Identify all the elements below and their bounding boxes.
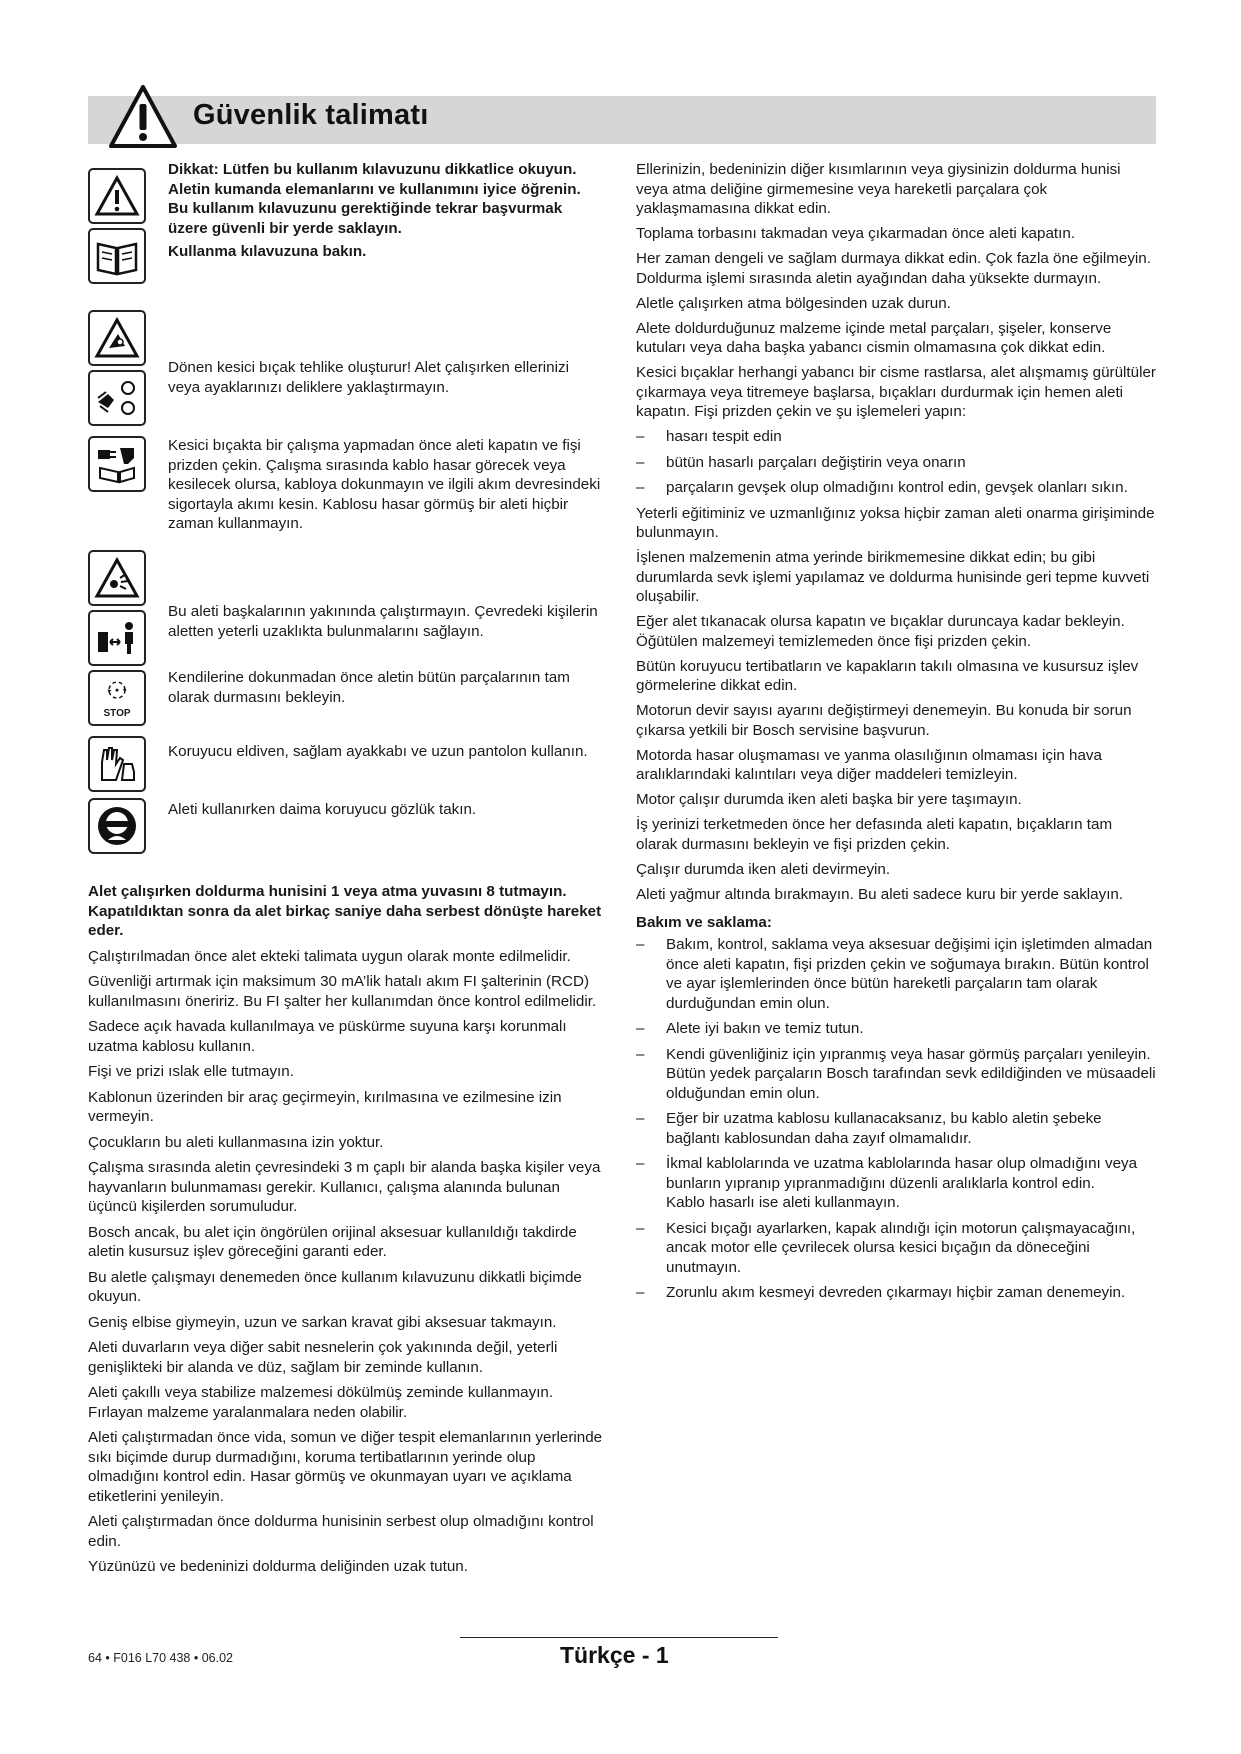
- right-paragraph: Çalışır durumda iken aleti devirmeyin.: [636, 860, 891, 878]
- right-paragraph: Aletle çalışırken atma bölgesinden uzak durun.: [636, 294, 951, 312]
- stop-rotation-icon: [88, 670, 146, 726]
- right-paragraph: Aleti yağmur altında bırakmayın. Bu aleti sadece kuru bir yerde saklayın.: [636, 885, 1124, 903]
- list-item: – Kesici bıçağı ayarlarken, kapak alındığı için motorun çalışmayacağını, ancak motor elle çevrilecek olursa kesici bıçağın da döneceğini unutmayın.: [636, 1219, 1136, 1276]
- intro-bold: Dikkat: Lütfen bu kullanım kılavuzunu dikkatlice okuyun. Aletin kumanda elemanlarını ve kullanımını iyice öğrenin. Bu kullanım kılavuzunu gerektiğinde tekrar başvurmak üzere güvenli bir yerde saklayın.: [168, 161, 581, 237]
- safety-goggles-icon: [88, 798, 146, 854]
- right-paragraph: Motor çalışır durumda iken aleti başka bir yere taşımayın.: [636, 791, 1022, 808]
- right-paragraph: Kesici bıçaklar herhangi yabancı bir cisme rastlarsa, alet alışmamış gürültüler çıkarmaya veya titremeye başlarsa, bıçakları durdurmak için hemen aleti kapatın. Fişi prizden çekin ve şu işlemeleri yapın:: [636, 364, 1156, 420]
- unplug-block: [88, 428, 603, 538]
- maintenance-heading: Bakım ve saklama:: [636, 914, 772, 931]
- left-bold-warning: Alet çalışırken doldurma hunisini 1 veya atma yuvasını 8 tutmayın. Kapatıldıktan sonra da alet birkaç saniye daha serbest dönüşte hareket eder.: [88, 883, 602, 939]
- gloves-boots-icon: [88, 736, 146, 792]
- damage-steps-list: [636, 427, 1156, 498]
- gloves-block: [88, 734, 603, 798]
- footer-page-label: Türkçe - 1: [560, 1642, 669, 1668]
- icon-text-blade: Dönen kesici bıçak tehlike oluşturur! Alet çalışırken ellerinizi veya ayaklarınızı deliklere yaklaştırmayın.: [168, 359, 569, 396]
- right-paragraph: Toplama torbasını takmadan veya çıkarmadan önce aleti kapatın.: [636, 225, 1075, 242]
- list-item: – parçaların gevşek olup olmadığını kontrol edin, gevşek olanları sıkın.: [636, 479, 1128, 496]
- right-paragraph: Alete doldurduğunuz malzeme içinde metal parçaları, şişeler, konserve kutuları veya daha başka yabancı cismin olmamasına çok dikkat edin.: [636, 319, 1112, 356]
- maintenance-list: [636, 935, 1156, 1303]
- right-paragraph: İş yerinizi terketmeden önce her defasında aleti kapatın, bıçakların tam olarak durmasını bekleyin ve fişi prizden çekin.: [636, 816, 1113, 853]
- right-paragraph: Ellerinizin, bedeninizin diğer kısımlarının veya giysinizin doldurma hunisi veya atma deliğine girmemesine veya hareketli parçalara çok yaklaşmamasına dikkat edin.: [636, 161, 1121, 217]
- caution-icon: [88, 168, 146, 224]
- stop-label: STOP: [103, 708, 131, 719]
- rotating-blade-warning-icon: [88, 310, 146, 366]
- icon-text-bystanders: Bu aleti başkalarının yakınında çalıştırmayın. Çevredeki kişilerin aletten yeterli uzaklıkta bulunmalarını sağlayın.: [168, 603, 598, 640]
- list-item: – bütün hasarlı parçaları değiştirin veya onarın: [636, 453, 966, 471]
- left-paragraph: Kablonun üzerinden bir araç geçirmeyin, kırılmasına ve ezilmesine izin vermeyin.: [88, 1088, 562, 1125]
- keep-distance-icon: [88, 610, 146, 666]
- left-paragraph: Aleti çakıllı veya stabilize malzemesi dökülmüş zeminde kullanmayın. Fırlayan malzeme yaralanmalara neden olabilir.: [88, 1384, 554, 1421]
- list-item-extra: Kablo hasarlı ise aleti kullanmayın.: [666, 1194, 900, 1211]
- icon-text-goggles: Aleti kullanırken daima koruyucu gözlük takın.: [168, 801, 477, 818]
- left-paragraph: Çalıştırılmadan önce alet ekteki talimata uygun olarak monte edilmelidir.: [88, 947, 571, 965]
- page-title: Güvenlik talimatı: [193, 99, 429, 131]
- right-paragraph: Bütün koruyucu tertibatların ve kapakların takılı olmasına ve kusursuz işlev görmelerine dikkat edin.: [636, 657, 1139, 694]
- footer-rule: [460, 1637, 778, 1638]
- list-item: – Alete iyi bakın ve temiz tutun.: [636, 1020, 864, 1037]
- right-paragraph: Yeterli eğitiminiz ve uzmanlığınız yoksa hiçbir zaman aleti onarma girişiminde bulunmayın.: [636, 504, 1155, 541]
- footer-doc-code: 64 • F016 L70 438 • 06.02: [88, 1651, 233, 1665]
- bystander-block: [88, 550, 603, 668]
- left-paragraph: Çocukların bu aleti kullanmasına izin yoktur.: [88, 1133, 384, 1151]
- intro-bold-2: Kullanma kılavuzuna bakın.: [168, 243, 367, 260]
- list-item: – Eğer bir uzatma kablosu kullanacaksanız, bu kablo aletin şebeke bağlantı kablosundan daha zayıf olmamalıdır.: [636, 1110, 1102, 1147]
- list-item: – Zorunlu akım kesmeyi devreden çıkarmayı hiçbir zaman denemeyin.: [636, 1284, 1126, 1301]
- unplug-cable-icon: [88, 436, 146, 492]
- right-paragraph: Motorda hasar oluşmaması ve yanma olasılığının olmaması için hava aralıklarındaki kalıntıları veya diğer maddeleri temizleyin.: [636, 746, 1102, 783]
- left-paragraph: Fişi ve prizi ıslak elle tutmayın.: [88, 1063, 294, 1080]
- right-paragraph: Motorun devir sayısı ayarını değiştirmeyi denemeyin. Bu konuda bir sorun çıkarsa yetkili bir Bosch servisine başvurun.: [636, 702, 1132, 739]
- right-paragraph: İşlenen malzemenin atma yerinde birikmemesine dikkat edin; bu gibi durumlarda sevk işlemi yapılamaz ve doldurma hunisinde geri tepme kuvveti oluşabilir.: [636, 549, 1150, 605]
- list-item: – Kendi güvenliğiniz için yıpranmış veya hasar görmüş parçaları yenileyin. Bütün yedek parçaların Bosch tarafından sevk edildiğinden ve müsaadeli olduğundan emin olun.: [636, 1045, 1156, 1102]
- right-paragraph: Her zaman dengeli ve sağlam durmaya dikkat edin. Çok fazla öne eğilmeyin. Doldurma işlemi sırasında aletin ayağından daha yüksekte durmayın.: [636, 250, 1151, 287]
- left-paragraph: Aleti çalıştırmadan önce vida, somun ve diğer tespit elemanlarının yerlerinde sıkı biçimde durup durmadığını, koruma tertibatlarının yerinde olup olmadığını kontrol edin. Hasar görmüş ve okunmayan uyarı ve açıklama etiketlerini yenileyin.: [88, 1429, 603, 1505]
- icon-text-stop: Kendilerine dokunmadan önce aletin bütün parçalarının tam olarak durmasını bekleyin.: [168, 669, 570, 706]
- right-paragraph: Eğer alet tıkanacak olursa kapatın ve bıçaklar duruncaya kadar bekleyin. Öğütülen malzemeyi temizlemeden önce fişi prizden çekin.: [636, 613, 1125, 650]
- thrown-objects-warning-icon: [88, 550, 146, 606]
- hand-near-blade-icon: [88, 370, 146, 426]
- intro-block: [88, 160, 603, 290]
- book-manual-icon: [88, 228, 146, 284]
- left-paragraph: Güvenliği artırmak için maksimum 30 mA’lik hatalı akım FI şalterinin (RCD) kullanılmasını öneririz. Bu FI şalter her kullanımdan önce kontrol edilmelidir.: [88, 973, 597, 1010]
- icon-text-gloves: Koruyucu eldiven, sağlam ayakkabı ve uzun pantolon kullanın.: [168, 743, 588, 760]
- icon-text-unplug: Kesici bıçakta bir çalışma yapmadan önce aleti kapatın ve fişi prizden çekin. Çalışma sırasında kablo hasar görecek veya kesilecek olursa, kabloya dokunmayın ve ilgili akım devresindeki sigortayla akımı kesin. Kablosu hasar görmüş bir aleti hiçbir zaman kullanmayın.: [168, 437, 601, 532]
- left-paragraph: Bosch ancak, bu alet için öngörülen orijinal aksesuar kullanıldığı takdirde aletin kusursuz işlev göreceğini garanti eder.: [88, 1223, 577, 1260]
- left-column: [88, 160, 603, 1583]
- left-paragraph: Yüzünüzü ve bedeninizi doldurma deliğinden uzak tutun.: [88, 1558, 468, 1575]
- left-paragraph: Aleti duvarların veya diğer sabit nesnelerin çok yakınında değil, yeterli genişlikteki bir alanda ve düz, sağlam bir zeminde kullanın.: [88, 1339, 558, 1376]
- left-paragraph: Sadece açık havada kullanılmaya ve püskürme suyuna karşı korunmalı uzatma kablosu kullanın.: [88, 1018, 567, 1055]
- left-paragraph: Geniş elbise giymeyin, uzun ve sarkan kravat gibi aksesuar takmayın.: [88, 1313, 557, 1331]
- left-paragraph: Bu aletle çalışmayı denemeden önce kullanım kılavuzunu dikkatli biçimde okuyun.: [88, 1268, 582, 1305]
- right-column: [636, 160, 1156, 1309]
- blade-warning-block: [88, 310, 603, 428]
- stop-block: [88, 668, 603, 734]
- list-item: – hasarı tespit edin: [636, 428, 782, 445]
- list-item: – İkmal kablolarında ve uzatma kablolarında hasar olup olmadığını veya bunların yıpranıp yıpranmadığını düzenli aralıklarla kontrol edin. Kablo hasarlı ise aleti kullanmayın.: [636, 1154, 1156, 1213]
- list-item: – Bakım, kontrol, saklama veya aksesuar değişimi için işletimden almadan önce aleti kapatın, fişi prizden çekin ve soğumaya bırakın. Bütün kontrol ve ayar işlemlerinden önce bütün hareketli parçaların tam olarak durduğundan emin olun.: [636, 936, 1153, 1012]
- warning-triangle-icon: [108, 84, 178, 150]
- goggles-block: [88, 798, 603, 876]
- left-paragraph: Çalışma sırasında aletin çevresindeki 3 m çaplı bir alanda başka kişiler veya hayvanların bulunmaması gerekir. Kullanıcı, çalışma alanında bulunan üçüncü kişilerden sorumuludur.: [88, 1159, 601, 1215]
- left-paragraph: Aleti çalıştırmadan önce doldurma hunisinin serbest olup olmadığını kontrol edin.: [88, 1513, 594, 1550]
